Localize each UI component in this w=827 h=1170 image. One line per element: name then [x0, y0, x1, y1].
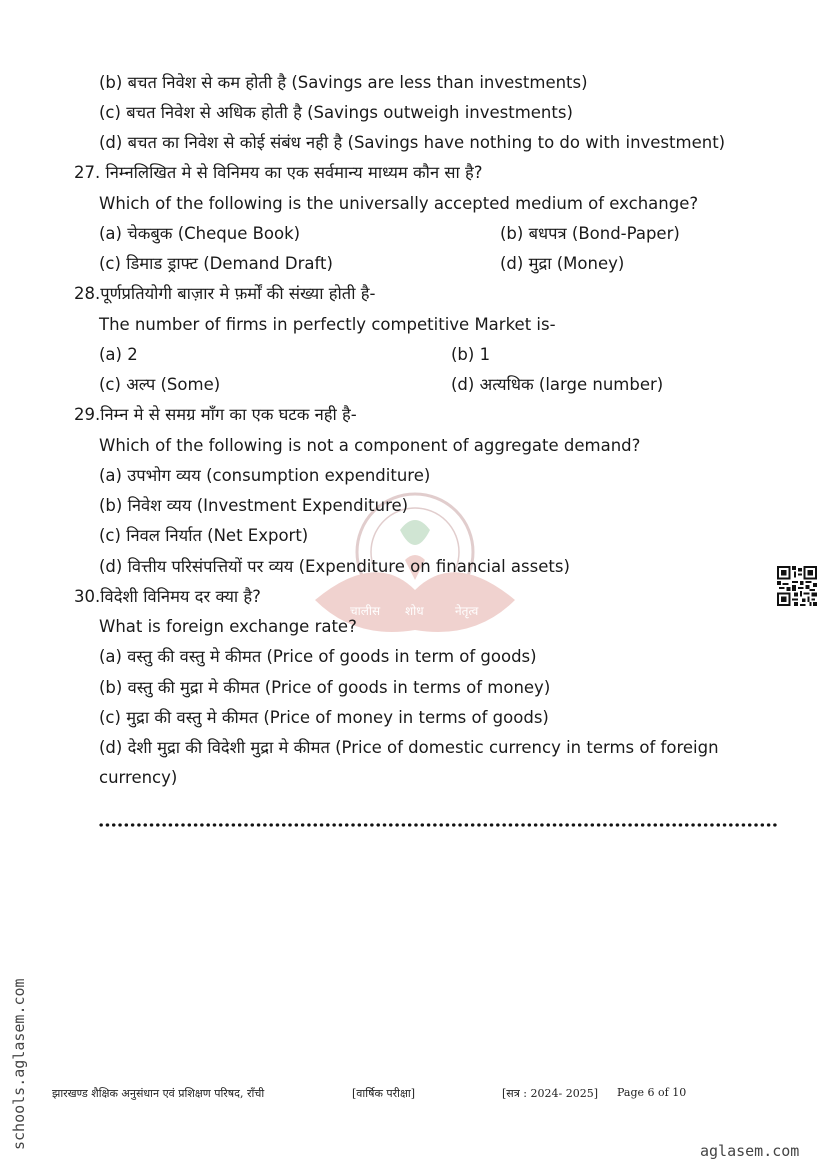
footer-page-number: Page 6 of 10	[617, 1086, 687, 1099]
q29-question-hindi: 29.निम्न मे से समग्र माँग का एक घटक नही है-	[74, 405, 357, 424]
bottom-watermark-url: aglasem.com	[700, 1142, 800, 1160]
q29-option-a: (a) उपभोग व्यय (consumption expenditure)	[99, 466, 431, 485]
q28-question-hindi: 28.पूर्णप्रतियोगी बाज़ार मे फ़र्मों की संख्या होती है-	[74, 284, 376, 303]
q27-option-d: (d) मुद्रा (Money)	[500, 254, 625, 273]
footer-exam: [वार्षिक परीक्षा]	[352, 1087, 416, 1100]
q29-option-d: (d) वित्तीय परिसंपत्तियों पर व्यय (Expenditure on financial assets)	[99, 557, 570, 576]
footer-session: [सत्र : 2024- 2025]	[502, 1087, 598, 1100]
side-watermark-url: schools.aglasem.com	[10, 978, 28, 1150]
q27-question-english: Which of the following is the universally accepted medium of exchange?	[99, 194, 699, 213]
q30-question-hindi: 30.विदेशी विनिमय दर क्या है?	[74, 587, 261, 606]
q30-option-c: (c) मुद्रा की वस्तु मे कीमत (Price of money in terms of goods)	[99, 708, 549, 727]
footer-organization: झारखण्ड शैक्षिक अनुसंधान एवं प्रशिक्षण परिषद, राँची	[52, 1087, 265, 1100]
q28-question-english: The number of firms in perfectly competitive Market is-	[99, 315, 556, 334]
q30-option-b: (b) वस्तु की मुद्रा मे कीमत (Price of goods in terms of money)	[99, 678, 551, 697]
section-divider-dots	[98, 822, 778, 828]
q26-option-c: (c) बचत निवेश से अधिक होती है (Savings outweigh investments)	[99, 103, 573, 122]
q30-question-english: What is foreign exchange rate?	[99, 617, 357, 636]
watermark-word-2: शोध	[405, 604, 424, 618]
watermark-word-1: चालीस	[350, 604, 381, 618]
q27-option-c: (c) डिमाड ड्राफ्ट (Demand Draft)	[99, 254, 333, 273]
q29-option-b: (b) निवेश व्यय (Investment Expenditure)	[99, 496, 409, 515]
q29-question-english: Which of the following is not a component of aggregate demand?	[99, 436, 641, 455]
q30-option-d: (d) देशी मुद्रा की विदेशी मुद्रा मे कीमत (Price of domestic currency in terms of foreign	[99, 738, 719, 757]
q28-option-d: (d) अत्यधिक (large number)	[451, 375, 664, 394]
q28-option-c: (c) अल्प (Some)	[99, 375, 221, 394]
q29-option-c: (c) निवल निर्यात (Net Export)	[99, 526, 309, 545]
qr-code-icon[interactable]	[776, 566, 818, 606]
watermark-word-3: नेतृत्व	[455, 604, 479, 618]
q27-question-hindi: 27. निम्नलिखित मे से विनिमय का एक सर्वमान्य माध्यम कौन सा है?	[74, 163, 483, 182]
q27-option-a: (a) चेकबुक (Cheque Book)	[99, 224, 301, 243]
q26-option-d: (d) बचत का निवेश से कोई संबंध नही है (Savings have nothing to do with investment)	[99, 133, 726, 152]
q30-option-a: (a) वस्तु की वस्तु मे कीमत (Price of goods in term of goods)	[99, 647, 537, 666]
q26-option-b: (b) बचत निवेश से कम होती है (Savings are less than investments)	[99, 73, 588, 92]
q30-option-d-continued: currency)	[99, 768, 178, 787]
q28-option-b: (b) 1	[451, 345, 491, 364]
q27-option-b: (b) बधपत्र (Bond-Paper)	[500, 224, 680, 243]
q28-option-a: (a) 2	[99, 345, 138, 364]
